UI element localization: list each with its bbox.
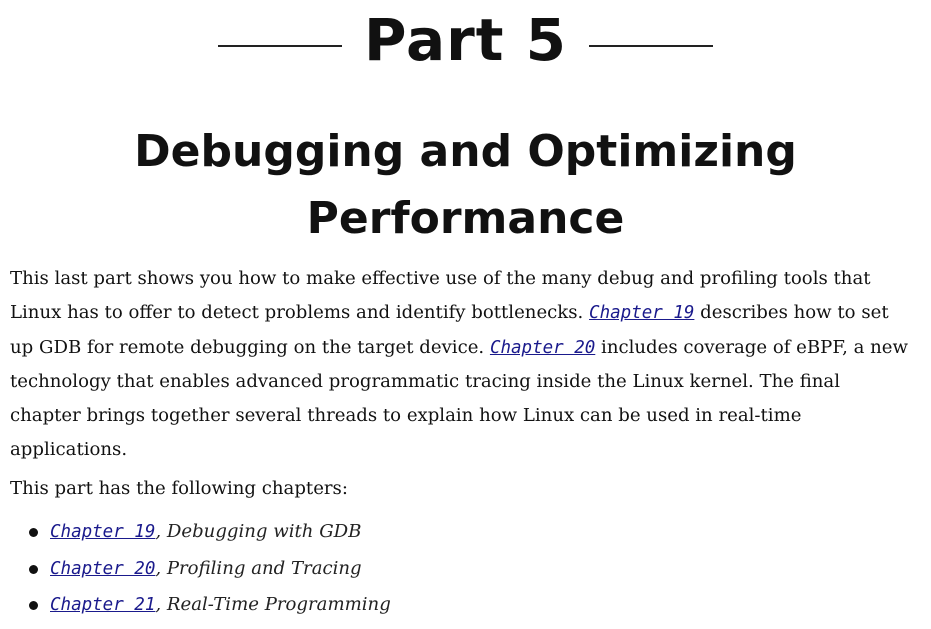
bullet-icon	[29, 565, 38, 574]
part-header	[0, 0, 931, 80]
chapter-19-title: , Debugging with GDB	[155, 521, 362, 542]
list-item	[50, 587, 391, 624]
bullet-icon	[29, 528, 38, 537]
chapter-20-list-link[interactable]: Chapter 20	[50, 558, 156, 579]
chapter-19-link[interactable]: Chapter 19	[589, 302, 695, 323]
chapter-20-title: , Profiling and Tracing	[155, 557, 362, 579]
part-title: Part 5	[364, 6, 567, 74]
right-rule-divider	[589, 45, 713, 47]
intro-text-3: includes coverage of eBPF, a new technology that enables advanced programmatic tracing inside the Linux kernel. The final chapter brings together several threads to explain how Linux can be used in real-time applications.	[10, 336, 908, 460]
list-item	[50, 514, 391, 551]
chapter-list	[0, 514, 391, 624]
bullet-icon	[29, 601, 38, 610]
part-heading-line-2: Performance	[306, 193, 625, 244]
left-rule-divider	[218, 45, 342, 47]
chapter-21-list-link[interactable]: Chapter 21	[50, 595, 156, 615]
intro-text-1: This last part shows you how to make effective use of the many debug and profiling tools that Linux has to offer to detect problems and identify bottlenecks.	[10, 268, 871, 323]
chapters-intro: This part has the following chapters:	[10, 478, 348, 499]
part-heading-line-1: Debugging and Optimizing	[134, 126, 797, 177]
intro-text-2: describes how to set up GDB for remote debugging on the target device.	[10, 301, 889, 358]
part-heading	[0, 118, 931, 252]
chapter-19-list-link[interactable]: Chapter 19	[50, 522, 156, 542]
chapter-20-link[interactable]: Chapter 20	[489, 337, 596, 358]
intro-paragraph	[10, 262, 915, 467]
list-item	[50, 551, 391, 588]
chapter-21-title: , Real-Time Programming	[155, 594, 391, 615]
